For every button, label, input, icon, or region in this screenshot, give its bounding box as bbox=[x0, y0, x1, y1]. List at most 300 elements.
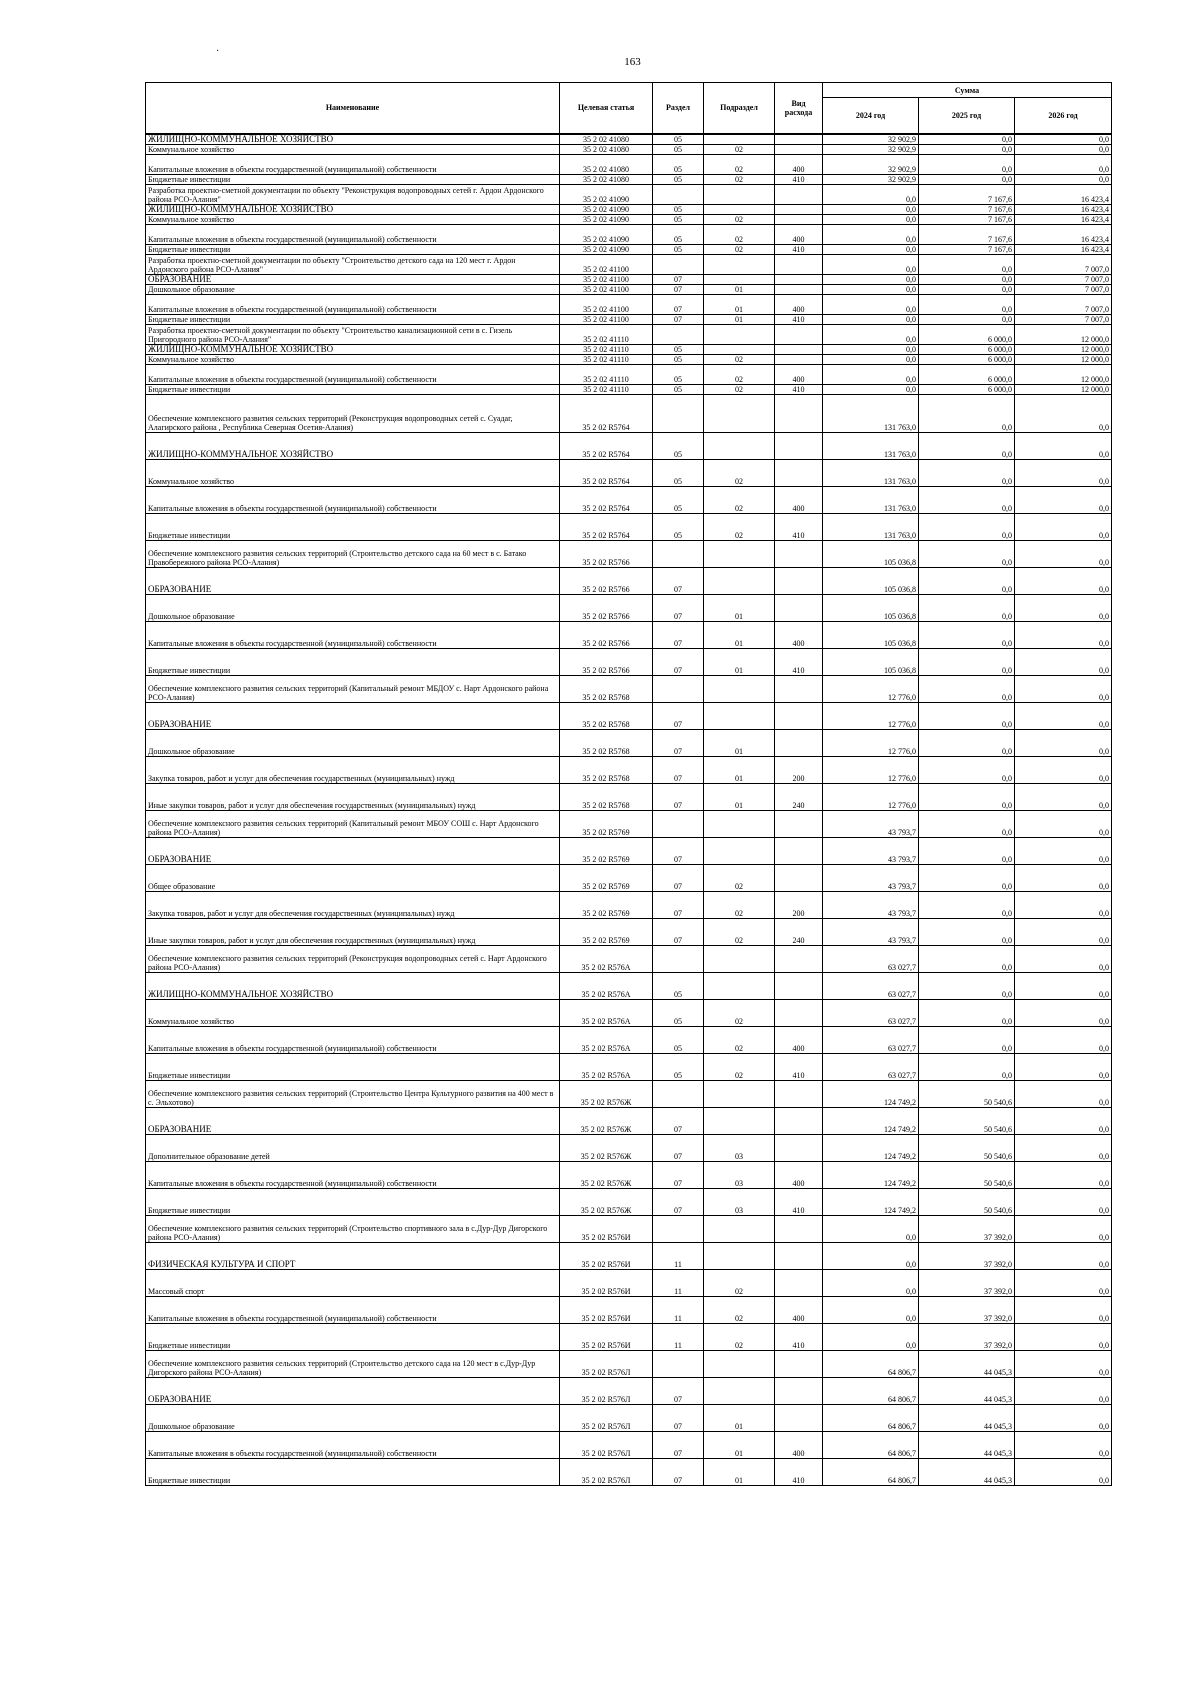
row-expense-type: 410 bbox=[775, 1323, 823, 1350]
row-sum-2025: 6 000,0 bbox=[919, 344, 1015, 354]
row-expense-type bbox=[775, 144, 823, 154]
row-sum-2024: 43 793,7 bbox=[823, 918, 919, 945]
row-subsection: 02 bbox=[704, 1026, 775, 1053]
table-row bbox=[146, 244, 1112, 254]
row-name: Капитальные вложения в объекты государственной (муниципальной) собственности bbox=[146, 364, 560, 384]
row-subsection: 02 bbox=[704, 1269, 775, 1296]
row-section: 07 bbox=[653, 1377, 704, 1404]
row-target-article: 35 2 02 R5764 bbox=[560, 459, 653, 486]
table-row bbox=[146, 224, 1112, 244]
table-row bbox=[146, 174, 1112, 184]
row-expense-type bbox=[775, 134, 823, 145]
row-subsection: 01 bbox=[704, 294, 775, 314]
row-sum-2024: 43 793,7 bbox=[823, 837, 919, 864]
header-year-2026: 2026 год bbox=[1015, 98, 1112, 134]
row-name: Дошкольное образование bbox=[146, 594, 560, 621]
row-sum-2024: 64 806,7 bbox=[823, 1458, 919, 1485]
row-expense-type bbox=[775, 284, 823, 294]
row-section: 07 bbox=[653, 1404, 704, 1431]
row-expense-type bbox=[775, 354, 823, 364]
row-sum-2025: 0,0 bbox=[919, 294, 1015, 314]
row-target-article: 35 2 02 41100 bbox=[560, 314, 653, 324]
row-sum-2025: 0,0 bbox=[919, 837, 1015, 864]
row-sum-2026: 0,0 bbox=[1015, 999, 1112, 1026]
row-name: Дошкольное образование bbox=[146, 1404, 560, 1431]
row-sum-2025: 0,0 bbox=[919, 810, 1015, 837]
row-sum-2024: 12 776,0 bbox=[823, 675, 919, 702]
row-sum-2025: 44 045,3 bbox=[919, 1377, 1015, 1404]
row-target-article: 35 2 02 R576А bbox=[560, 1026, 653, 1053]
row-expense-type bbox=[775, 675, 823, 702]
row-section: 11 bbox=[653, 1323, 704, 1350]
table-row bbox=[146, 344, 1112, 354]
row-sum-2025: 0,0 bbox=[919, 314, 1015, 324]
table-row bbox=[146, 783, 1112, 810]
row-sum-2026: 7 007,0 bbox=[1015, 274, 1112, 284]
row-expense-type bbox=[775, 972, 823, 999]
row-expense-type: 400 bbox=[775, 1026, 823, 1053]
row-sum-2025: 0,0 bbox=[919, 999, 1015, 1026]
row-expense-type: 410 bbox=[775, 174, 823, 184]
table-row bbox=[146, 384, 1112, 394]
row-sum-2024: 0,0 bbox=[823, 364, 919, 384]
row-target-article: 35 2 02 R5766 bbox=[560, 540, 653, 567]
row-target-article: 35 2 02 41110 bbox=[560, 324, 653, 344]
row-sum-2024: 43 793,7 bbox=[823, 891, 919, 918]
row-sum-2024: 12 776,0 bbox=[823, 729, 919, 756]
row-expense-type bbox=[775, 324, 823, 344]
row-name: Обеспечение комплексного развития сельских территорий (Реконструкция водопроводных сетей с. Суадаг, Алагирского района , Республика Северная Осетия-Алания) bbox=[146, 394, 560, 432]
table-row bbox=[146, 675, 1112, 702]
row-sum-2024: 0,0 bbox=[823, 1269, 919, 1296]
header-target-article: Целевая статья bbox=[560, 83, 653, 134]
header-year-2025: 2025 год bbox=[919, 98, 1015, 134]
row-sum-2026: 0,0 bbox=[1015, 134, 1112, 145]
row-section: 07 bbox=[653, 702, 704, 729]
row-expense-type: 410 bbox=[775, 648, 823, 675]
row-target-article: 35 2 02 R576И bbox=[560, 1269, 653, 1296]
table-row bbox=[146, 1296, 1112, 1323]
table-row bbox=[146, 274, 1112, 284]
row-target-article: 35 2 02 R576А bbox=[560, 945, 653, 972]
table-row bbox=[146, 294, 1112, 314]
row-section: 07 bbox=[653, 864, 704, 891]
row-name: ФИЗИЧЕСКАЯ КУЛЬТУРА И СПОРТ bbox=[146, 1242, 560, 1269]
row-sum-2026: 0,0 bbox=[1015, 972, 1112, 999]
row-sum-2025: 0,0 bbox=[919, 864, 1015, 891]
row-section bbox=[653, 324, 704, 344]
row-expense-type: 410 bbox=[775, 513, 823, 540]
row-sum-2026: 16 423,4 bbox=[1015, 244, 1112, 254]
row-name: Обеспечение комплексного развития сельских территорий (Строительство детского сада на 60 мест в с. Батако Правобережного района РСО-Алания) bbox=[146, 540, 560, 567]
row-sum-2025: 0,0 bbox=[919, 486, 1015, 513]
row-name: Обеспечение комплексного развития сельских территорий (Строительство Центра Культурного развития на 400 мест в с. Эльхотово) bbox=[146, 1080, 560, 1107]
row-target-article: 35 2 02 R576И bbox=[560, 1242, 653, 1269]
row-name: Капитальные вложения в объекты государственной (муниципальной) собственности bbox=[146, 486, 560, 513]
row-section bbox=[653, 394, 704, 432]
row-sum-2025: 50 540,6 bbox=[919, 1161, 1015, 1188]
row-subsection: 01 bbox=[704, 621, 775, 648]
table-row bbox=[146, 594, 1112, 621]
row-name: ОБРАЗОВАНИЕ bbox=[146, 1107, 560, 1134]
table-row bbox=[146, 1053, 1112, 1080]
table-row bbox=[146, 1269, 1112, 1296]
row-name: Бюджетные инвестиции bbox=[146, 1458, 560, 1485]
row-target-article: 35 2 02 41110 bbox=[560, 354, 653, 364]
row-sum-2024: 12 776,0 bbox=[823, 756, 919, 783]
row-subsection: 01 bbox=[704, 594, 775, 621]
row-section: 05 bbox=[653, 214, 704, 224]
row-name: Бюджетные инвестиции bbox=[146, 314, 560, 324]
row-expense-type: 400 bbox=[775, 1296, 823, 1323]
row-target-article: 35 2 02 R576Ж bbox=[560, 1080, 653, 1107]
row-sum-2024: 105 036,8 bbox=[823, 621, 919, 648]
row-target-article: 35 2 02 R576Л bbox=[560, 1431, 653, 1458]
row-sum-2025: 0,0 bbox=[919, 648, 1015, 675]
row-section: 05 bbox=[653, 174, 704, 184]
row-sum-2025: 0,0 bbox=[919, 594, 1015, 621]
row-sum-2025: 0,0 bbox=[919, 729, 1015, 756]
row-sum-2025: 6 000,0 bbox=[919, 354, 1015, 364]
row-expense-type bbox=[775, 344, 823, 354]
row-section: 05 bbox=[653, 354, 704, 364]
row-sum-2024: 0,0 bbox=[823, 1215, 919, 1242]
table-row bbox=[146, 314, 1112, 324]
row-subsection bbox=[704, 972, 775, 999]
row-expense-type bbox=[775, 702, 823, 729]
row-expense-type: 240 bbox=[775, 783, 823, 810]
row-sum-2026: 7 007,0 bbox=[1015, 254, 1112, 274]
row-expense-type bbox=[775, 254, 823, 274]
row-name: Дополнительное образование детей bbox=[146, 1134, 560, 1161]
row-name: Дошкольное образование bbox=[146, 729, 560, 756]
table-row bbox=[146, 1377, 1112, 1404]
row-subsection: 02 bbox=[704, 214, 775, 224]
row-sum-2025: 0,0 bbox=[919, 154, 1015, 174]
row-sum-2025: 7 167,6 bbox=[919, 244, 1015, 254]
row-subsection bbox=[704, 837, 775, 864]
row-name: Иные закупки товаров, работ и услуг для обеспечения государственных (муниципальных) нужд bbox=[146, 918, 560, 945]
row-subsection: 01 bbox=[704, 1458, 775, 1485]
row-name: Бюджетные инвестиции bbox=[146, 1188, 560, 1215]
table-row bbox=[146, 1404, 1112, 1431]
row-sum-2024: 0,0 bbox=[823, 254, 919, 274]
table-row bbox=[146, 154, 1112, 174]
row-expense-type bbox=[775, 214, 823, 224]
row-sum-2024: 0,0 bbox=[823, 1242, 919, 1269]
row-name: ЖИЛИЩНО-КОММУНАЛЬНОЕ ХОЗЯЙСТВО bbox=[146, 134, 560, 145]
row-sum-2025: 37 392,0 bbox=[919, 1242, 1015, 1269]
row-target-article: 35 2 02 R576Ж bbox=[560, 1107, 653, 1134]
row-subsection: 02 bbox=[704, 459, 775, 486]
row-sum-2024: 0,0 bbox=[823, 224, 919, 244]
row-section bbox=[653, 1080, 704, 1107]
row-target-article: 35 2 02 R5769 bbox=[560, 918, 653, 945]
row-subsection bbox=[704, 810, 775, 837]
row-expense-type: 400 bbox=[775, 364, 823, 384]
row-sum-2026: 7 007,0 bbox=[1015, 314, 1112, 324]
row-name: ОБРАЗОВАНИЕ bbox=[146, 274, 560, 284]
table-row bbox=[146, 918, 1112, 945]
row-target-article: 35 2 02 R576А bbox=[560, 1053, 653, 1080]
row-target-article: 35 2 02 R5768 bbox=[560, 675, 653, 702]
row-name: Иные закупки товаров, работ и услуг для обеспечения государственных (муниципальных) нужд bbox=[146, 783, 560, 810]
table-row bbox=[146, 864, 1112, 891]
row-target-article: 35 2 02 41100 bbox=[560, 294, 653, 314]
row-target-article: 35 2 02 R576А bbox=[560, 972, 653, 999]
table-row bbox=[146, 513, 1112, 540]
row-subsection bbox=[704, 540, 775, 567]
row-target-article: 35 2 02 41090 bbox=[560, 204, 653, 214]
row-subsection: 02 bbox=[704, 154, 775, 174]
row-name: Разработка проектно-сметной документации по объекту "Строительство детского сада на 120 мест г. Ардон Ардонского района РСО-Алания" bbox=[146, 254, 560, 274]
row-sum-2025: 0,0 bbox=[919, 513, 1015, 540]
row-section: 05 bbox=[653, 204, 704, 214]
row-sum-2026: 0,0 bbox=[1015, 1134, 1112, 1161]
row-subsection: 03 bbox=[704, 1161, 775, 1188]
row-expense-type bbox=[775, 567, 823, 594]
row-sum-2024: 63 027,7 bbox=[823, 1026, 919, 1053]
row-subsection: 02 bbox=[704, 513, 775, 540]
row-subsection: 01 bbox=[704, 284, 775, 294]
header-expense-type: Вид расхода bbox=[775, 83, 823, 134]
row-name: ОБРАЗОВАНИЕ bbox=[146, 702, 560, 729]
table-row bbox=[146, 394, 1112, 432]
row-sum-2025: 50 540,6 bbox=[919, 1080, 1015, 1107]
row-sum-2025: 0,0 bbox=[919, 918, 1015, 945]
row-sum-2024: 0,0 bbox=[823, 284, 919, 294]
row-name: Капитальные вложения в объекты государственной (муниципальной) собственности bbox=[146, 154, 560, 174]
row-name: Массовый спорт bbox=[146, 1269, 560, 1296]
row-expense-type bbox=[775, 1242, 823, 1269]
row-sum-2025: 6 000,0 bbox=[919, 364, 1015, 384]
row-name: Коммунальное хозяйство bbox=[146, 999, 560, 1026]
row-sum-2024: 12 776,0 bbox=[823, 783, 919, 810]
row-expense-type bbox=[775, 184, 823, 204]
row-sum-2025: 0,0 bbox=[919, 945, 1015, 972]
row-subsection bbox=[704, 675, 775, 702]
row-subsection: 01 bbox=[704, 1404, 775, 1431]
row-section: 05 bbox=[653, 244, 704, 254]
row-expense-type: 400 bbox=[775, 294, 823, 314]
table-row bbox=[146, 621, 1112, 648]
row-sum-2024: 131 763,0 bbox=[823, 459, 919, 486]
row-sum-2024: 0,0 bbox=[823, 294, 919, 314]
row-sum-2025: 37 392,0 bbox=[919, 1269, 1015, 1296]
row-target-article: 35 2 02 R5764 bbox=[560, 513, 653, 540]
table-row bbox=[146, 284, 1112, 294]
row-expense-type: 400 bbox=[775, 224, 823, 244]
row-sum-2026: 0,0 bbox=[1015, 1215, 1112, 1242]
row-expense-type bbox=[775, 274, 823, 284]
row-expense-type: 410 bbox=[775, 244, 823, 254]
row-subsection: 01 bbox=[704, 729, 775, 756]
row-sum-2026: 0,0 bbox=[1015, 1323, 1112, 1350]
row-target-article: 35 2 02 41110 bbox=[560, 384, 653, 394]
row-sum-2025: 0,0 bbox=[919, 274, 1015, 284]
table-row bbox=[146, 486, 1112, 513]
row-sum-2026: 7 007,0 bbox=[1015, 294, 1112, 314]
row-sum-2025: 0,0 bbox=[919, 144, 1015, 154]
row-target-article: 35 2 02 R5766 bbox=[560, 621, 653, 648]
row-expense-type bbox=[775, 394, 823, 432]
row-sum-2024: 0,0 bbox=[823, 384, 919, 394]
row-sum-2026: 0,0 bbox=[1015, 1188, 1112, 1215]
row-sum-2026: 12 000,0 bbox=[1015, 344, 1112, 354]
row-expense-type: 410 bbox=[775, 314, 823, 324]
row-sum-2024: 105 036,8 bbox=[823, 540, 919, 567]
row-sum-2025: 44 045,3 bbox=[919, 1350, 1015, 1377]
row-section bbox=[653, 254, 704, 274]
row-expense-type: 240 bbox=[775, 918, 823, 945]
row-sum-2024: 32 902,9 bbox=[823, 154, 919, 174]
row-sum-2025: 37 392,0 bbox=[919, 1215, 1015, 1242]
row-sum-2025: 50 540,6 bbox=[919, 1188, 1015, 1215]
row-name: Бюджетные инвестиции bbox=[146, 648, 560, 675]
table-row bbox=[146, 1215, 1112, 1242]
row-target-article: 35 2 02 R5769 bbox=[560, 891, 653, 918]
row-sum-2024: 0,0 bbox=[823, 1323, 919, 1350]
row-name: Бюджетные инвестиции bbox=[146, 1323, 560, 1350]
row-sum-2024: 0,0 bbox=[823, 344, 919, 354]
row-name: Общее образование bbox=[146, 864, 560, 891]
row-section: 05 bbox=[653, 134, 704, 145]
row-sum-2026: 0,0 bbox=[1015, 1296, 1112, 1323]
row-section: 07 bbox=[653, 274, 704, 284]
row-section bbox=[653, 810, 704, 837]
row-section bbox=[653, 1350, 704, 1377]
row-name: Дошкольное образование bbox=[146, 284, 560, 294]
row-sum-2026: 0,0 bbox=[1015, 891, 1112, 918]
row-target-article: 35 2 02 41080 bbox=[560, 174, 653, 184]
row-subsection: 02 bbox=[704, 1053, 775, 1080]
row-sum-2025: 37 392,0 bbox=[919, 1296, 1015, 1323]
row-sum-2024: 0,0 bbox=[823, 354, 919, 364]
table-row bbox=[146, 540, 1112, 567]
row-section bbox=[653, 184, 704, 204]
row-section: 11 bbox=[653, 1269, 704, 1296]
row-sum-2026: 0,0 bbox=[1015, 594, 1112, 621]
row-name: Разработка проектно-сметной документации по объекту "Реконструкция водопроводных сетей г. Ардон Ардонского района РСО-Алания" bbox=[146, 184, 560, 204]
row-section: 05 bbox=[653, 486, 704, 513]
row-name: Бюджетные инвестиции bbox=[146, 384, 560, 394]
row-sum-2026: 0,0 bbox=[1015, 810, 1112, 837]
row-section: 05 bbox=[653, 1026, 704, 1053]
row-subsection bbox=[704, 394, 775, 432]
row-sum-2025: 0,0 bbox=[919, 459, 1015, 486]
row-target-article: 35 2 02 41100 bbox=[560, 284, 653, 294]
row-sum-2024: 63 027,7 bbox=[823, 972, 919, 999]
row-section: 07 bbox=[653, 1107, 704, 1134]
row-section: 07 bbox=[653, 567, 704, 594]
row-sum-2025: 7 167,6 bbox=[919, 204, 1015, 214]
row-sum-2025: 44 045,3 bbox=[919, 1404, 1015, 1431]
row-section: 07 bbox=[653, 294, 704, 314]
row-target-article: 35 2 02 R5766 bbox=[560, 648, 653, 675]
row-section: 05 bbox=[653, 154, 704, 174]
row-subsection: 02 bbox=[704, 354, 775, 364]
row-sum-2026: 0,0 bbox=[1015, 1404, 1112, 1431]
row-section: 07 bbox=[653, 594, 704, 621]
table-row bbox=[146, 1323, 1112, 1350]
row-sum-2026: 0,0 bbox=[1015, 513, 1112, 540]
row-target-article: 35 2 02 R576Л bbox=[560, 1350, 653, 1377]
table-row bbox=[146, 214, 1112, 224]
row-section: 07 bbox=[653, 891, 704, 918]
row-name: Капитальные вложения в объекты государственной (муниципальной) собственности bbox=[146, 224, 560, 244]
row-sum-2026: 0,0 bbox=[1015, 1161, 1112, 1188]
row-sum-2024: 64 806,7 bbox=[823, 1377, 919, 1404]
table-row bbox=[146, 567, 1112, 594]
row-sum-2026: 16 423,4 bbox=[1015, 184, 1112, 204]
row-sum-2024: 0,0 bbox=[823, 204, 919, 214]
row-expense-type bbox=[775, 729, 823, 756]
row-sum-2026: 0,0 bbox=[1015, 540, 1112, 567]
row-sum-2025: 6 000,0 bbox=[919, 384, 1015, 394]
row-section: 05 bbox=[653, 972, 704, 999]
row-target-article: 35 2 02 41090 bbox=[560, 244, 653, 254]
row-sum-2026: 0,0 bbox=[1015, 1458, 1112, 1485]
row-expense-type: 200 bbox=[775, 756, 823, 783]
row-subsection bbox=[704, 432, 775, 459]
row-sum-2026: 7 007,0 bbox=[1015, 284, 1112, 294]
row-sum-2026: 12 000,0 bbox=[1015, 384, 1112, 394]
table-row bbox=[146, 144, 1112, 154]
row-expense-type bbox=[775, 945, 823, 972]
row-name: Обеспечение комплексного развития сельских территорий (Строительство спортивного зала в с.Дур-Дур Дигорского района РСО-Алания) bbox=[146, 1215, 560, 1242]
row-expense-type: 410 bbox=[775, 1458, 823, 1485]
row-name: Закупка товаров, работ и услуг для обеспечения государственных (муниципальных) нужд bbox=[146, 756, 560, 783]
row-sum-2024: 0,0 bbox=[823, 1296, 919, 1323]
row-sum-2024: 0,0 bbox=[823, 214, 919, 224]
row-section: 11 bbox=[653, 1242, 704, 1269]
row-name: ЖИЛИЩНО-КОММУНАЛЬНОЕ ХОЗЯЙСТВО bbox=[146, 344, 560, 354]
row-target-article: 35 2 02 R5769 bbox=[560, 810, 653, 837]
row-name: Капитальные вложения в объекты государственной (муниципальной) собственности bbox=[146, 1161, 560, 1188]
row-name: ЖИЛИЩНО-КОММУНАЛЬНОЕ ХОЗЯЙСТВО bbox=[146, 432, 560, 459]
row-target-article: 35 2 02 R5764 bbox=[560, 394, 653, 432]
row-sum-2024: 124 749,2 bbox=[823, 1161, 919, 1188]
row-sum-2026: 0,0 bbox=[1015, 729, 1112, 756]
row-sum-2026: 0,0 bbox=[1015, 154, 1112, 174]
row-sum-2024: 131 763,0 bbox=[823, 513, 919, 540]
row-section: 07 bbox=[653, 1161, 704, 1188]
row-sum-2026: 0,0 bbox=[1015, 918, 1112, 945]
table-row bbox=[146, 1134, 1112, 1161]
row-target-article: 35 2 02 41080 bbox=[560, 154, 653, 174]
row-subsection: 02 bbox=[704, 999, 775, 1026]
row-subsection: 01 bbox=[704, 1431, 775, 1458]
row-subsection bbox=[704, 702, 775, 729]
row-target-article: 35 2 02 41110 bbox=[560, 344, 653, 354]
row-expense-type bbox=[775, 1269, 823, 1296]
row-sum-2026: 0,0 bbox=[1015, 394, 1112, 432]
row-sum-2024: 64 806,7 bbox=[823, 1350, 919, 1377]
row-name: Капитальные вложения в объекты государственной (муниципальной) собственности bbox=[146, 1026, 560, 1053]
row-sum-2026: 16 423,4 bbox=[1015, 214, 1112, 224]
row-sum-2024: 43 793,7 bbox=[823, 864, 919, 891]
row-section: 07 bbox=[653, 918, 704, 945]
row-expense-type bbox=[775, 204, 823, 214]
row-sum-2026: 12 000,0 bbox=[1015, 364, 1112, 384]
row-sum-2025: 0,0 bbox=[919, 972, 1015, 999]
table-header bbox=[146, 83, 1112, 134]
row-target-article: 35 2 02 R576Ж bbox=[560, 1161, 653, 1188]
row-section: 07 bbox=[653, 648, 704, 675]
row-target-article: 35 2 02 41100 bbox=[560, 254, 653, 274]
row-name: ОБРАЗОВАНИЕ bbox=[146, 837, 560, 864]
row-section: 05 bbox=[653, 144, 704, 154]
